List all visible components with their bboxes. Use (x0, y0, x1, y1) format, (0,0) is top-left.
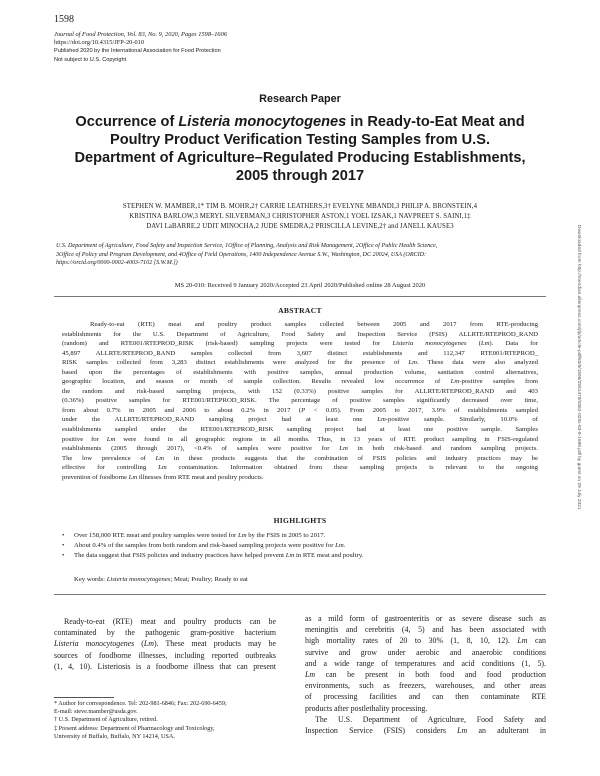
bullet-icon: • (62, 552, 65, 560)
body-line: Inspection Service (FSIS) considers Lm an adulterant in (305, 726, 546, 736)
highlight-item: • Over 158,000 RTE meat and poultry samples were tested for Lm by the FSIS in 2005 to 2017. (62, 531, 538, 541)
orcid-line[interactable]: https://orcid.org/0000-0002-4003-7102 [S.W.M.]) (56, 260, 178, 267)
abstract-line: RISK samples collected from 3,283 distinct establishments were analyzed for the presence of Lm. These data were also analyzed (62, 359, 538, 367)
copyright-line: Not subject to U.S. Copyright (54, 56, 127, 63)
body-line: contaminated by the pathogenic gram-positive bacterium (54, 628, 276, 638)
footnotes (54, 700, 294, 741)
author-list (60, 202, 540, 233)
body-line: The U.S. Department of Agriculture, Food Safety and (315, 714, 546, 724)
title-line-3: Department of Agriculture–Regulated Producing Establishments, (74, 150, 526, 166)
abstract-line: the random and risk-based sampling projects, with 152 (0.33%) positive samples for ALLRTE/RTEPROD_RAND and 403 (62, 387, 538, 395)
abstract-line: effective for controlling Lm contamination. Information obtained from these sampling projects is relevant to the ongoing (62, 464, 538, 472)
title-line-2: Poultry Product Verification Testing Samples from U.S. (109, 132, 491, 148)
highlight-item: • About 0.4% of the samples from both random and risk-based sampling projects were positive for Lm. (62, 541, 538, 551)
footnote: * Author for correspondence. Tel: 202-981-6846; Fax: 202-690-6459; (54, 700, 227, 707)
abstract-heading: ABSTRACT (278, 306, 322, 315)
abstract-line: based upon the percentages of establishments with positive samples, annual production volume, sanitation control alternatives, (62, 368, 538, 376)
body-line: as a mild form of gastroenteritis or as severe disease such as (305, 614, 546, 623)
bullet-icon: • (62, 542, 65, 550)
body-line: Lm can be present in both food and food production (305, 670, 546, 680)
affiliation-line: 3Office of Policy and Program Development, and 4Office of Field Operations, 1400 Independence Avenue S.W., Washington, DC 20024, USA (ORCID: (56, 251, 427, 258)
manuscript-dates: MS 20-010: Received 9 January 2020/Accepted 23 April 2020/Published online 28 August 2020 (174, 282, 426, 289)
download-watermark (573, 225, 581, 555)
body-line: high mortality rates of 20 to 30% (1, 8, 10, 12). Lm can (305, 636, 546, 646)
body-line: environments, such as freezers, warehouses, and other areas (305, 681, 546, 691)
divider (54, 594, 546, 595)
footnote-divider (54, 697, 114, 698)
footnote-email[interactable]: E-mail: steve.mamber@usda.gov. (54, 708, 138, 716)
body-line: and a wide range of temperatures and acid conditions (1, 5). (305, 658, 546, 668)
highlight-item: • The data suggest that FSIS policies and industry practices have helped prevent Lm in RTE meat and poultry. (62, 551, 538, 561)
abstract-line: positive for Lm were found in all geographic regions in all months. Thus, in 13 years of RTE product sampling in FSIS-regulated (62, 435, 538, 443)
body-line: Listeria monocytogenes (Lm). These meat products may be (54, 639, 277, 649)
affiliations (56, 242, 544, 268)
highlights-heading: HIGHLIGHTS (273, 516, 327, 525)
article-type: Research Paper (259, 93, 341, 105)
journal-header (54, 31, 354, 64)
abstract-line: (random) and RTE001/RTEPROD_RISK (risk-based) sampling projects were tested for Listeria monocytogenes (Lm). Data for (62, 340, 538, 348)
abstract-body (62, 320, 538, 482)
body-line: sources of foodborne illnesses, including reported outbreaks (54, 650, 276, 660)
abstract-line: 45,897 ALLRTE/RTEPROD_RAND samples collected from 3,607 distinct establishments and 112,347 RTE001/RTEPROD_ (62, 349, 538, 357)
author-line: STEPHEN W. MAMBER,1* TIM B. MOHR,2† CARRIE LEATHERS,3† EVELYNE MBANDI,3 PHILIP A. BRONSTEIN,4 (122, 203, 478, 210)
footnote: † U.S. Department of Agriculture, retired. (54, 716, 158, 724)
body-column-right (305, 613, 546, 736)
abstract-line: establishments (2005 through 2017), <0.4% of samples were positive for Lm in both risk-based and random sampling projects. (62, 445, 538, 453)
divider (54, 296, 546, 297)
highlights-list (62, 531, 538, 562)
body-line: of processing facilities and can then contaminate RTE (305, 692, 546, 702)
abstract-line: from about 0.7% in 2005 and 2006 to about 0.2% in 2017 (P < 0.05). From 2005 to 2017, 3.9% of establishments sampled (62, 406, 538, 414)
abstract-line: (0.36%) positive samples for RTE001/RTEPROD_RISK. The percentage of positive samples significantly decreased over time, (62, 397, 538, 405)
download-watermark-text: Downloaded from http://meridian.allenpress.com/jfp/article-pdf/83/9/1598/2581479/0362-028x-83-9-1598.pdf by guest on 29 July 2021 (576, 225, 581, 510)
affiliation-line: U.S. Department of Agriculture, Food Safety and Inspection Service, 1Office of Planning, Analysis and Risk Management, 2Office of Public Health Science, (56, 243, 438, 249)
footnote: University of Buffalo, Buffalo, NY 14214, USA. (54, 732, 175, 740)
abstract-line: Ready-to-eat (RTE) meat and poultry product samples collected between 2005 and 2017 from RTE-producing (90, 321, 538, 328)
body-line: Ready-to-eat (RTE) meat and poultry products can be (64, 617, 276, 626)
doi-link[interactable]: https://doi.org/10.4315/JFP-20-010 (54, 39, 145, 47)
paper-title (60, 113, 540, 185)
abstract-line: geographic location, and season or month of sample collection. Results revealed low occurrence of Lm-positive samples from (62, 378, 539, 386)
author-line: KRISTINA BARLOW,3 MERYL SILVERMAN,3 CHRISTOPHER ASTON,1 YOEL IZSAK,1 NAVPREET S. SAINI,1‡ (129, 213, 471, 221)
abstract-line: The low prevalence of Lm in these products suggests that the combination of FSIS policies and industry practices may be (62, 454, 538, 462)
body-line: (1, 4, 10). Listeriosis is a foodborne illness that can present (54, 661, 276, 671)
body-line: survive and grow under aerobic and anaerobic conditions (305, 647, 546, 657)
abstract-line: prevention of foodborne Lm illnesses from RTE meat and poultry products. (62, 473, 264, 481)
body-line: meningitis and cerebritis (4, 5) and has been associated with (305, 625, 546, 635)
keywords: Key words: Listeria monocytogenes; Meat; Poultry; Ready to eat (74, 576, 248, 583)
abstract-line: establishments for the U.S. Department of Agriculture, Food Safety and Inspection Service (FSIS) ALLRTE/RTEPROD_RAND (62, 330, 538, 338)
publisher-line: Published 2020 by the International Association for Food Protection (54, 48, 221, 55)
journal-citation: Journal of Food Protection, Vol. 83, No. 9, 2020, Pages 1598–1606 (54, 31, 228, 38)
bullet-icon: • (62, 532, 65, 539)
title-line-1: Occurrence of Listeria monocytogenes in Ready-to-Eat Meat and (75, 114, 525, 130)
footnote: ‡ Present address: Department of Pharmacology and Toxicology, (54, 724, 215, 732)
body-line: products after postlethality processing. (305, 703, 428, 713)
title-line-4: 2005 through 2017 (235, 168, 365, 184)
author-line: DAVI LaBARRE,2 UDIT MINOCHA,2 JUDE SMEDRA,2 PRISCILLA LEVINE,2† and JANELL KAUSE3 (146, 223, 454, 231)
page-number: 1598 (54, 14, 74, 25)
abstract-line: under the ALLRTE/RTEPROD_RAND sampling project had at least one Lm-positive sample. Similarly, 10.0% of (62, 416, 538, 424)
abstract-line: establishments sampled under the RTE001/RTEPROD_RISK sampling project had at least one positive sample. Samples (62, 426, 538, 434)
body-column-left (54, 616, 276, 672)
